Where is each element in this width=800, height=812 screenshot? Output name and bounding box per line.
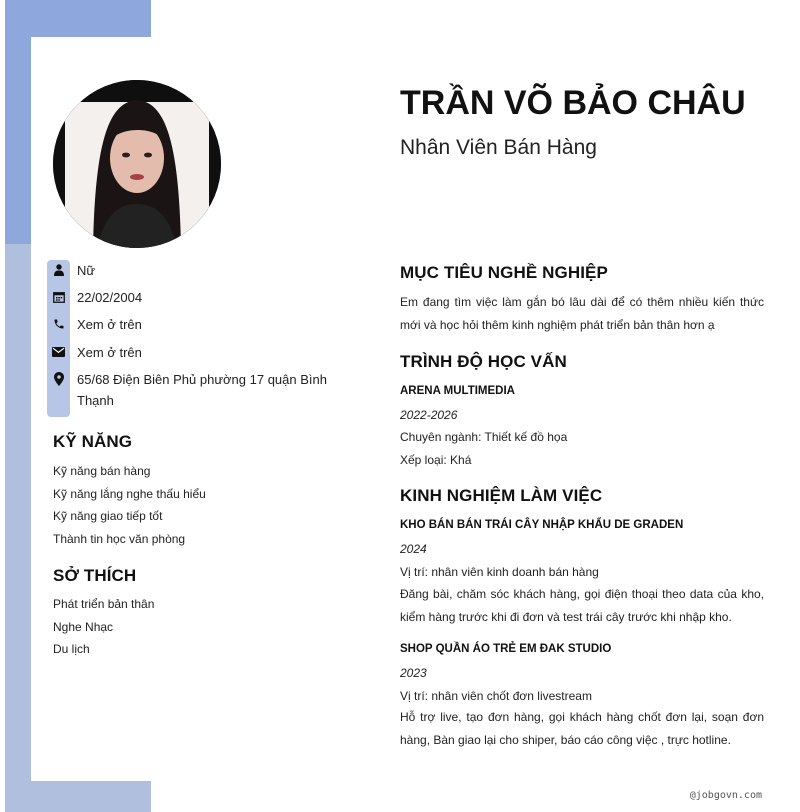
job-year: 2024 — [400, 542, 427, 556]
location-pin-icon — [47, 369, 70, 389]
skill-item: Kỹ năng lắng nghe thấu hiểu — [53, 486, 206, 501]
hobbies-heading: SỞ THÍCH — [53, 566, 137, 585]
phone-icon — [47, 314, 70, 334]
hobby-item: Nghe Nhạc — [53, 619, 114, 634]
education-period: 2022-2026 — [400, 408, 458, 422]
hobbies-list — [53, 593, 154, 661]
hobby-item: Du lịch — [53, 642, 90, 656]
objective-text: Em đang tìm việc làm gắn bó lâu dài để có thêm nhiều kiến thức mới và học hỏi thêm kinh nghiệm phát triển bản thân hơn ạ — [400, 295, 764, 332]
job-position: Vị trí: nhân viên kinh doanh bán hàng — [400, 565, 599, 579]
avatar — [53, 80, 221, 248]
contact-gender — [47, 260, 347, 281]
education-major: Chuyên ngành: Thiết kế đồ họa — [400, 430, 568, 444]
job-position: Vị trí: nhân viên chốt đơn livestream — [400, 689, 592, 703]
skill-item: Thành tin học văn phòng — [53, 531, 186, 546]
contact-birthday — [47, 287, 347, 308]
job-description: Hỗ trợ live, tạo đơn hàng, gọi khách hàng chốt đơn lại, soạn đơn hàng, Bàn giao lại cho shiper, báo cáo công việc , trực hotline. — [400, 710, 764, 747]
skills-heading: KỸ NĂNG — [53, 432, 133, 451]
job-year: 2023 — [400, 666, 427, 680]
hobby-item: Phát triển bản thân — [53, 597, 155, 611]
education-rank: Xếp loại: Khá — [400, 453, 472, 467]
person-icon — [47, 260, 70, 280]
experience-heading: KINH NGHIỆM LÀM VIỆC — [400, 486, 603, 505]
job-company: KHO BÁN BÁN TRÁI CÂY NHẬP KHẨU DE GRADEN — [400, 519, 684, 531]
education-heading: TRÌNH ĐỘ HỌC VẤN — [400, 352, 567, 371]
objective-heading: MỤC TIÊU NGHỀ NGHIỆP — [400, 263, 608, 282]
calendar-icon — [47, 287, 70, 307]
skills-list — [53, 460, 206, 550]
phone-text: Xem ở trên — [77, 317, 142, 332]
watermark: @jobgovn.com — [689, 790, 762, 801]
skill-item: Kỹ năng bán hàng — [53, 464, 151, 478]
school-name: ARENA MULTIMEDIA — [400, 385, 515, 397]
contact-phone — [47, 314, 347, 335]
address-text: 65/68 Điện Biên Phủ phường 17 quận Bình Thạnh — [77, 372, 327, 408]
contact-address — [47, 369, 347, 411]
gender-text: Nữ — [77, 263, 96, 278]
contact-email — [47, 342, 347, 363]
email-icon — [47, 342, 70, 362]
job-description: Đăng bài, chăm sóc khách hàng, gọi điện thoại theo data của kho, kiểm hàng trước khi đi đơn và test trái cây trước khi nhập kho. — [400, 587, 764, 624]
job-title: Nhân Viên Bán Hàng — [400, 136, 597, 159]
skill-item: Kỹ năng giao tiếp tốt — [53, 509, 163, 523]
email-text: Xem ở trên — [77, 345, 142, 360]
job-company: SHOP QUẦN ÁO TRẺ EM ĐAK STUDIO — [400, 643, 612, 655]
candidate-name: TRẦN VÕ BẢO CHÂU — [400, 84, 746, 122]
birthday-text: 22/02/2004 — [77, 290, 143, 305]
